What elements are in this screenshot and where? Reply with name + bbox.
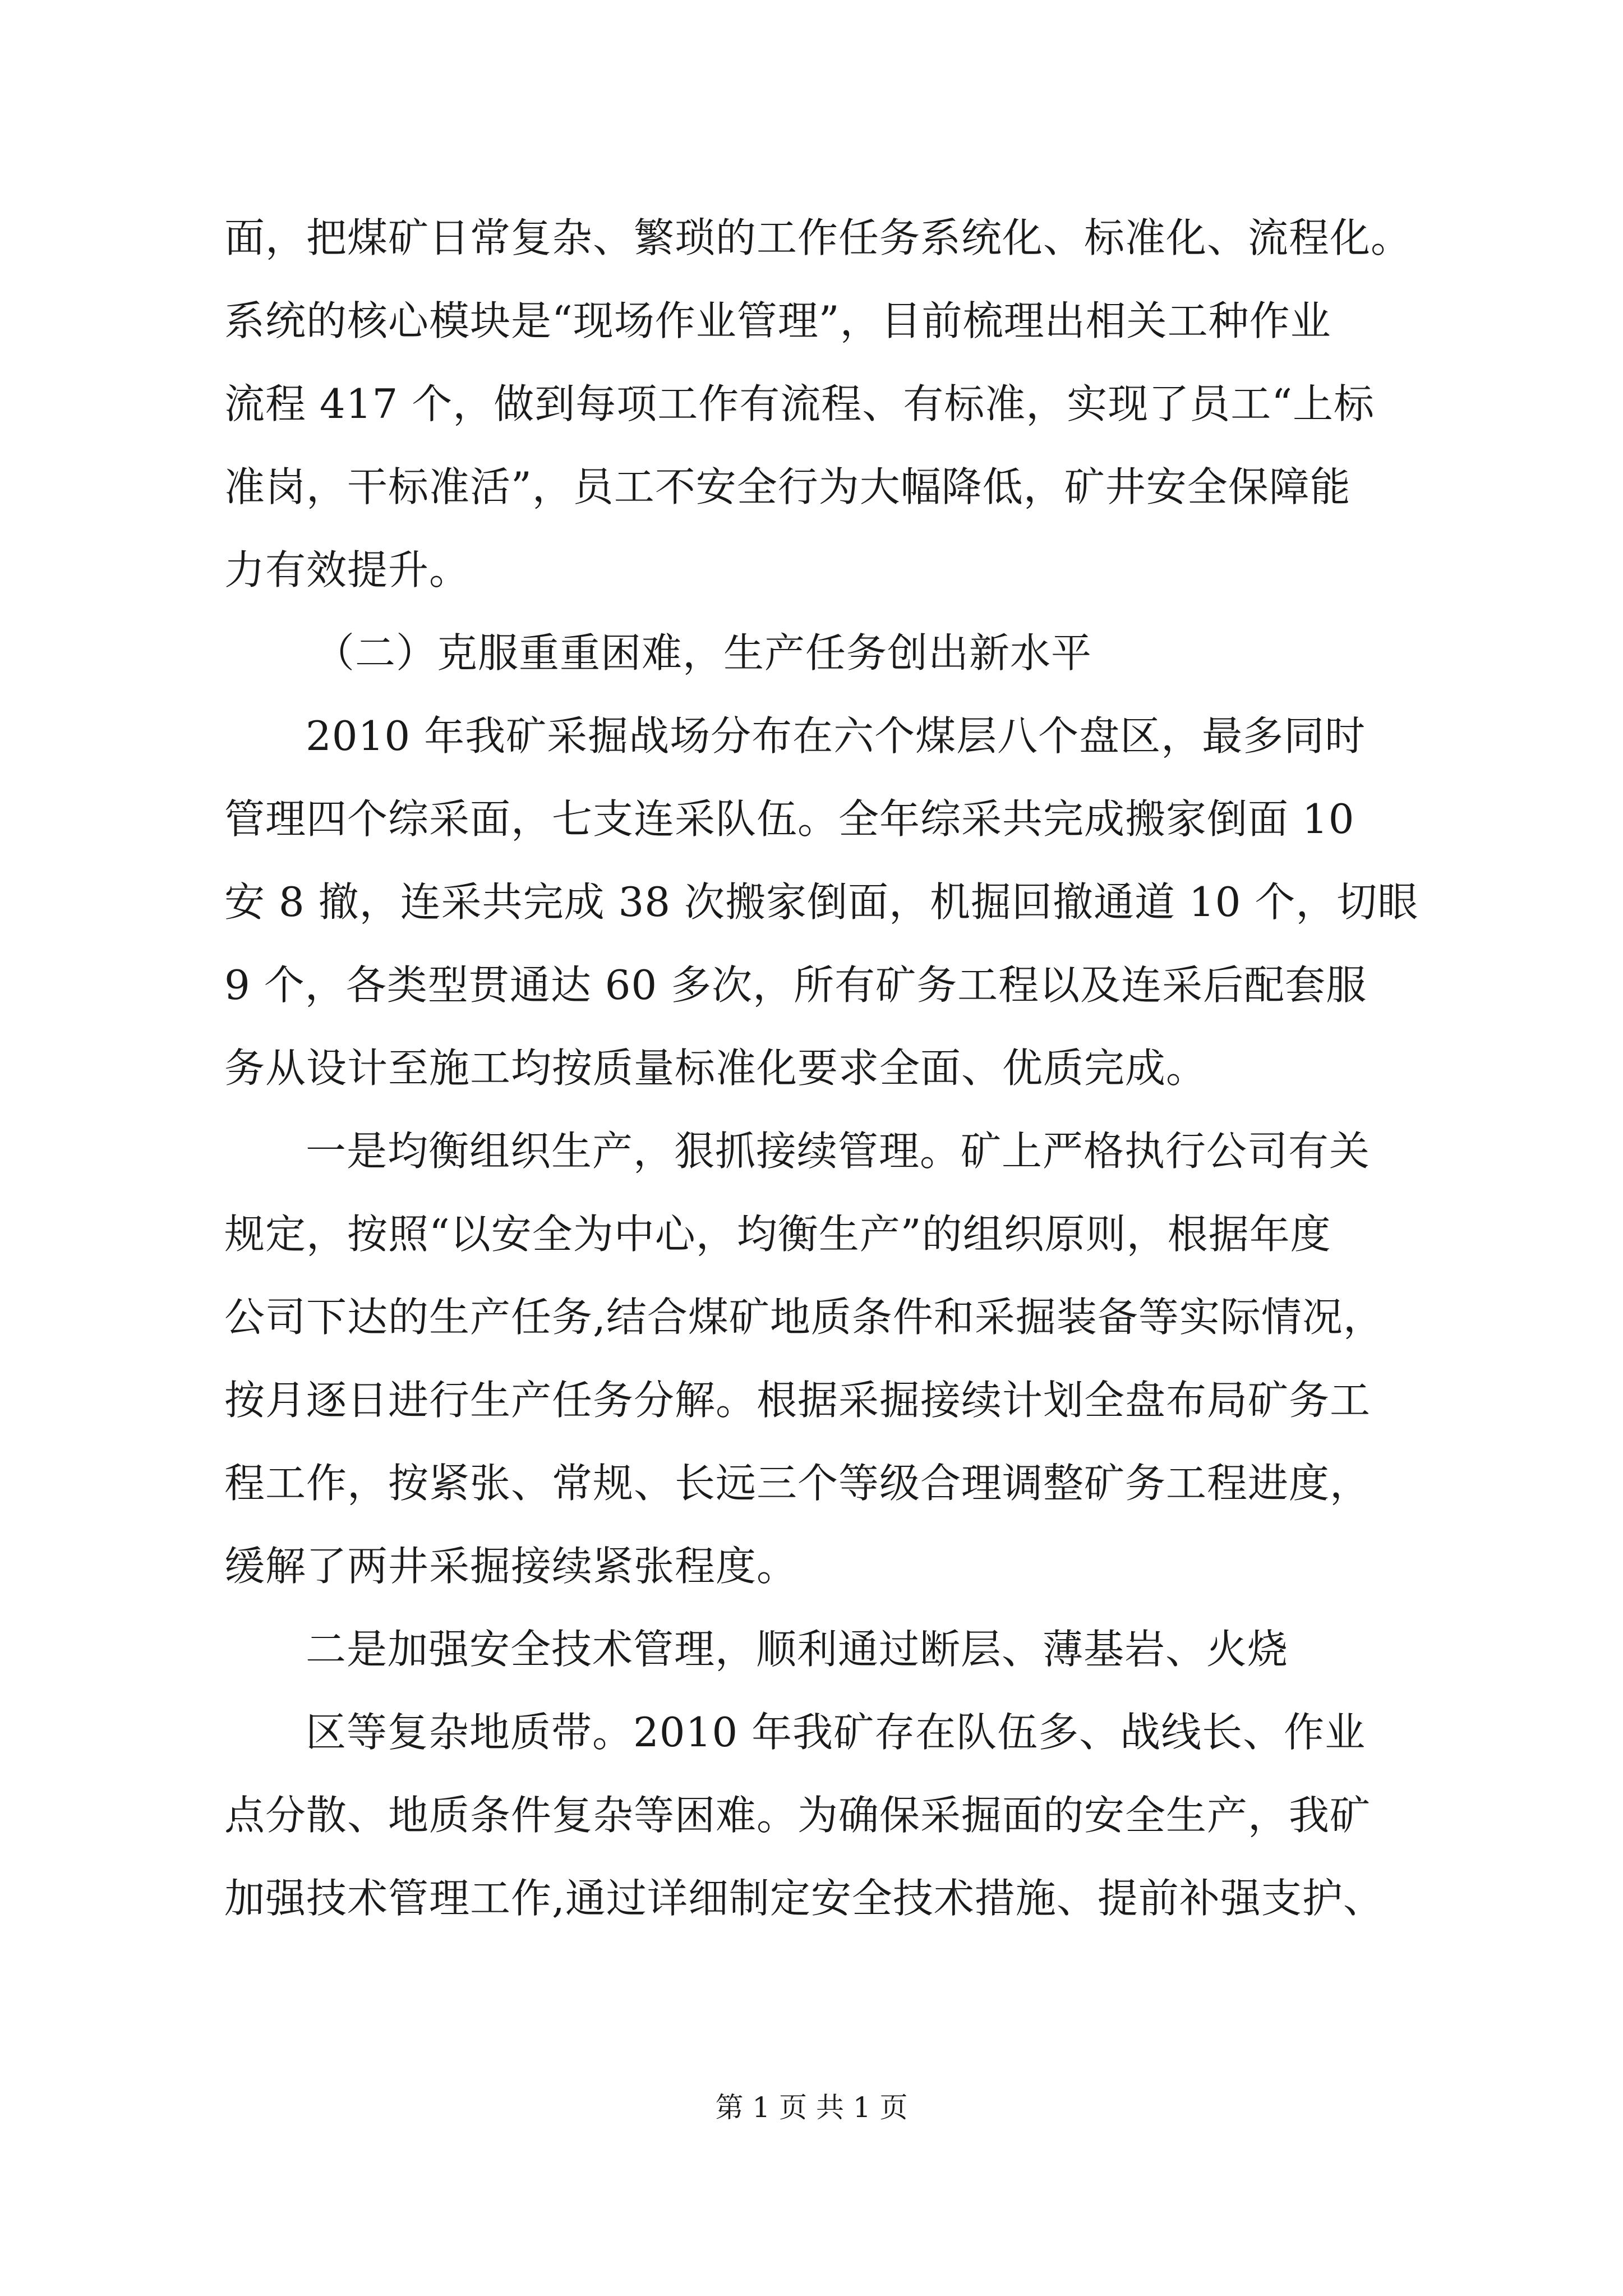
text-line: 力有效提升。: [224, 546, 471, 593]
text-line: 流程 417 个，做到每项工作有流程、有标准，实现了员工“上标: [224, 380, 1375, 427]
text-line: 管理四个综采面，七支连采队伍。全年综采共完成搬家倒面 10: [224, 795, 1355, 843]
text-line: 准岗，干标准活”，员工不安全行为大幅降低，矿井安全保障能: [224, 463, 1351, 510]
text-line: 公司下达的生产任务,结合煤矿地质条件和采掘装备等实际情况，: [224, 1294, 1384, 1341]
text-line: 点分散、地质条件复杂等困难。为确保采掘面的安全生产，我矿: [224, 1792, 1371, 1839]
text-line: 9 个，各类型贯通达 60 多次，所有矿务工程以及连采后配套服: [224, 961, 1367, 1009]
text-line: 程工作，按紧张、常规、长远三个等级合理调整矿务工程进度，: [224, 1460, 1371, 1507]
text-line: 面，把煤矿日常复杂、繁琐的工作任务系统化、标准化、流程化。: [224, 214, 1412, 261]
text-line: 二是加强安全技术管理，顺利通过断层、薄基岩、火烧: [306, 1626, 1289, 1673]
text-line: 加强技术管理工作,通过详细制定安全技术措施、提前补强支护、: [224, 1875, 1384, 1922]
text-line: 2010 年我矿采掘战场分布在六个煤层八个盘区，最多同时: [306, 712, 1366, 760]
text-line: 安 8 撤，连采共完成 38 次搬家倒面，机掘回撤通道 10 个，切眼: [224, 878, 1419, 926]
section-heading: （二）克服重重困难，生产任务创出新水平: [314, 629, 1092, 677]
text-line: 按月逐日进行生产任务分解。根据采掘接续计划全盘布局矿务工: [224, 1377, 1371, 1424]
page-footer: 第 1 页 共 1 页: [715, 2091, 908, 2124]
text-line: 务从设计至施工均按质量标准化要求全面、优质完成。: [224, 1045, 1207, 1092]
text-line: 规定，按照“以安全为中心，均衡生产”的组织原则，根据年度: [224, 1211, 1331, 1258]
text-line: 系统的核心模块是“现场作业管理”，目前梳理出相关工种作业: [224, 297, 1331, 344]
text-line: 缓解了两井采掘接续紧张程度。: [224, 1543, 798, 1590]
text-line: 一是均衡组织生产，狠抓接续管理。矿上严格执行公司有关: [306, 1128, 1371, 1175]
text-line: 区等复杂地质带。2010 年我矿存在队伍多、战线长、作业: [306, 1709, 1366, 1756]
